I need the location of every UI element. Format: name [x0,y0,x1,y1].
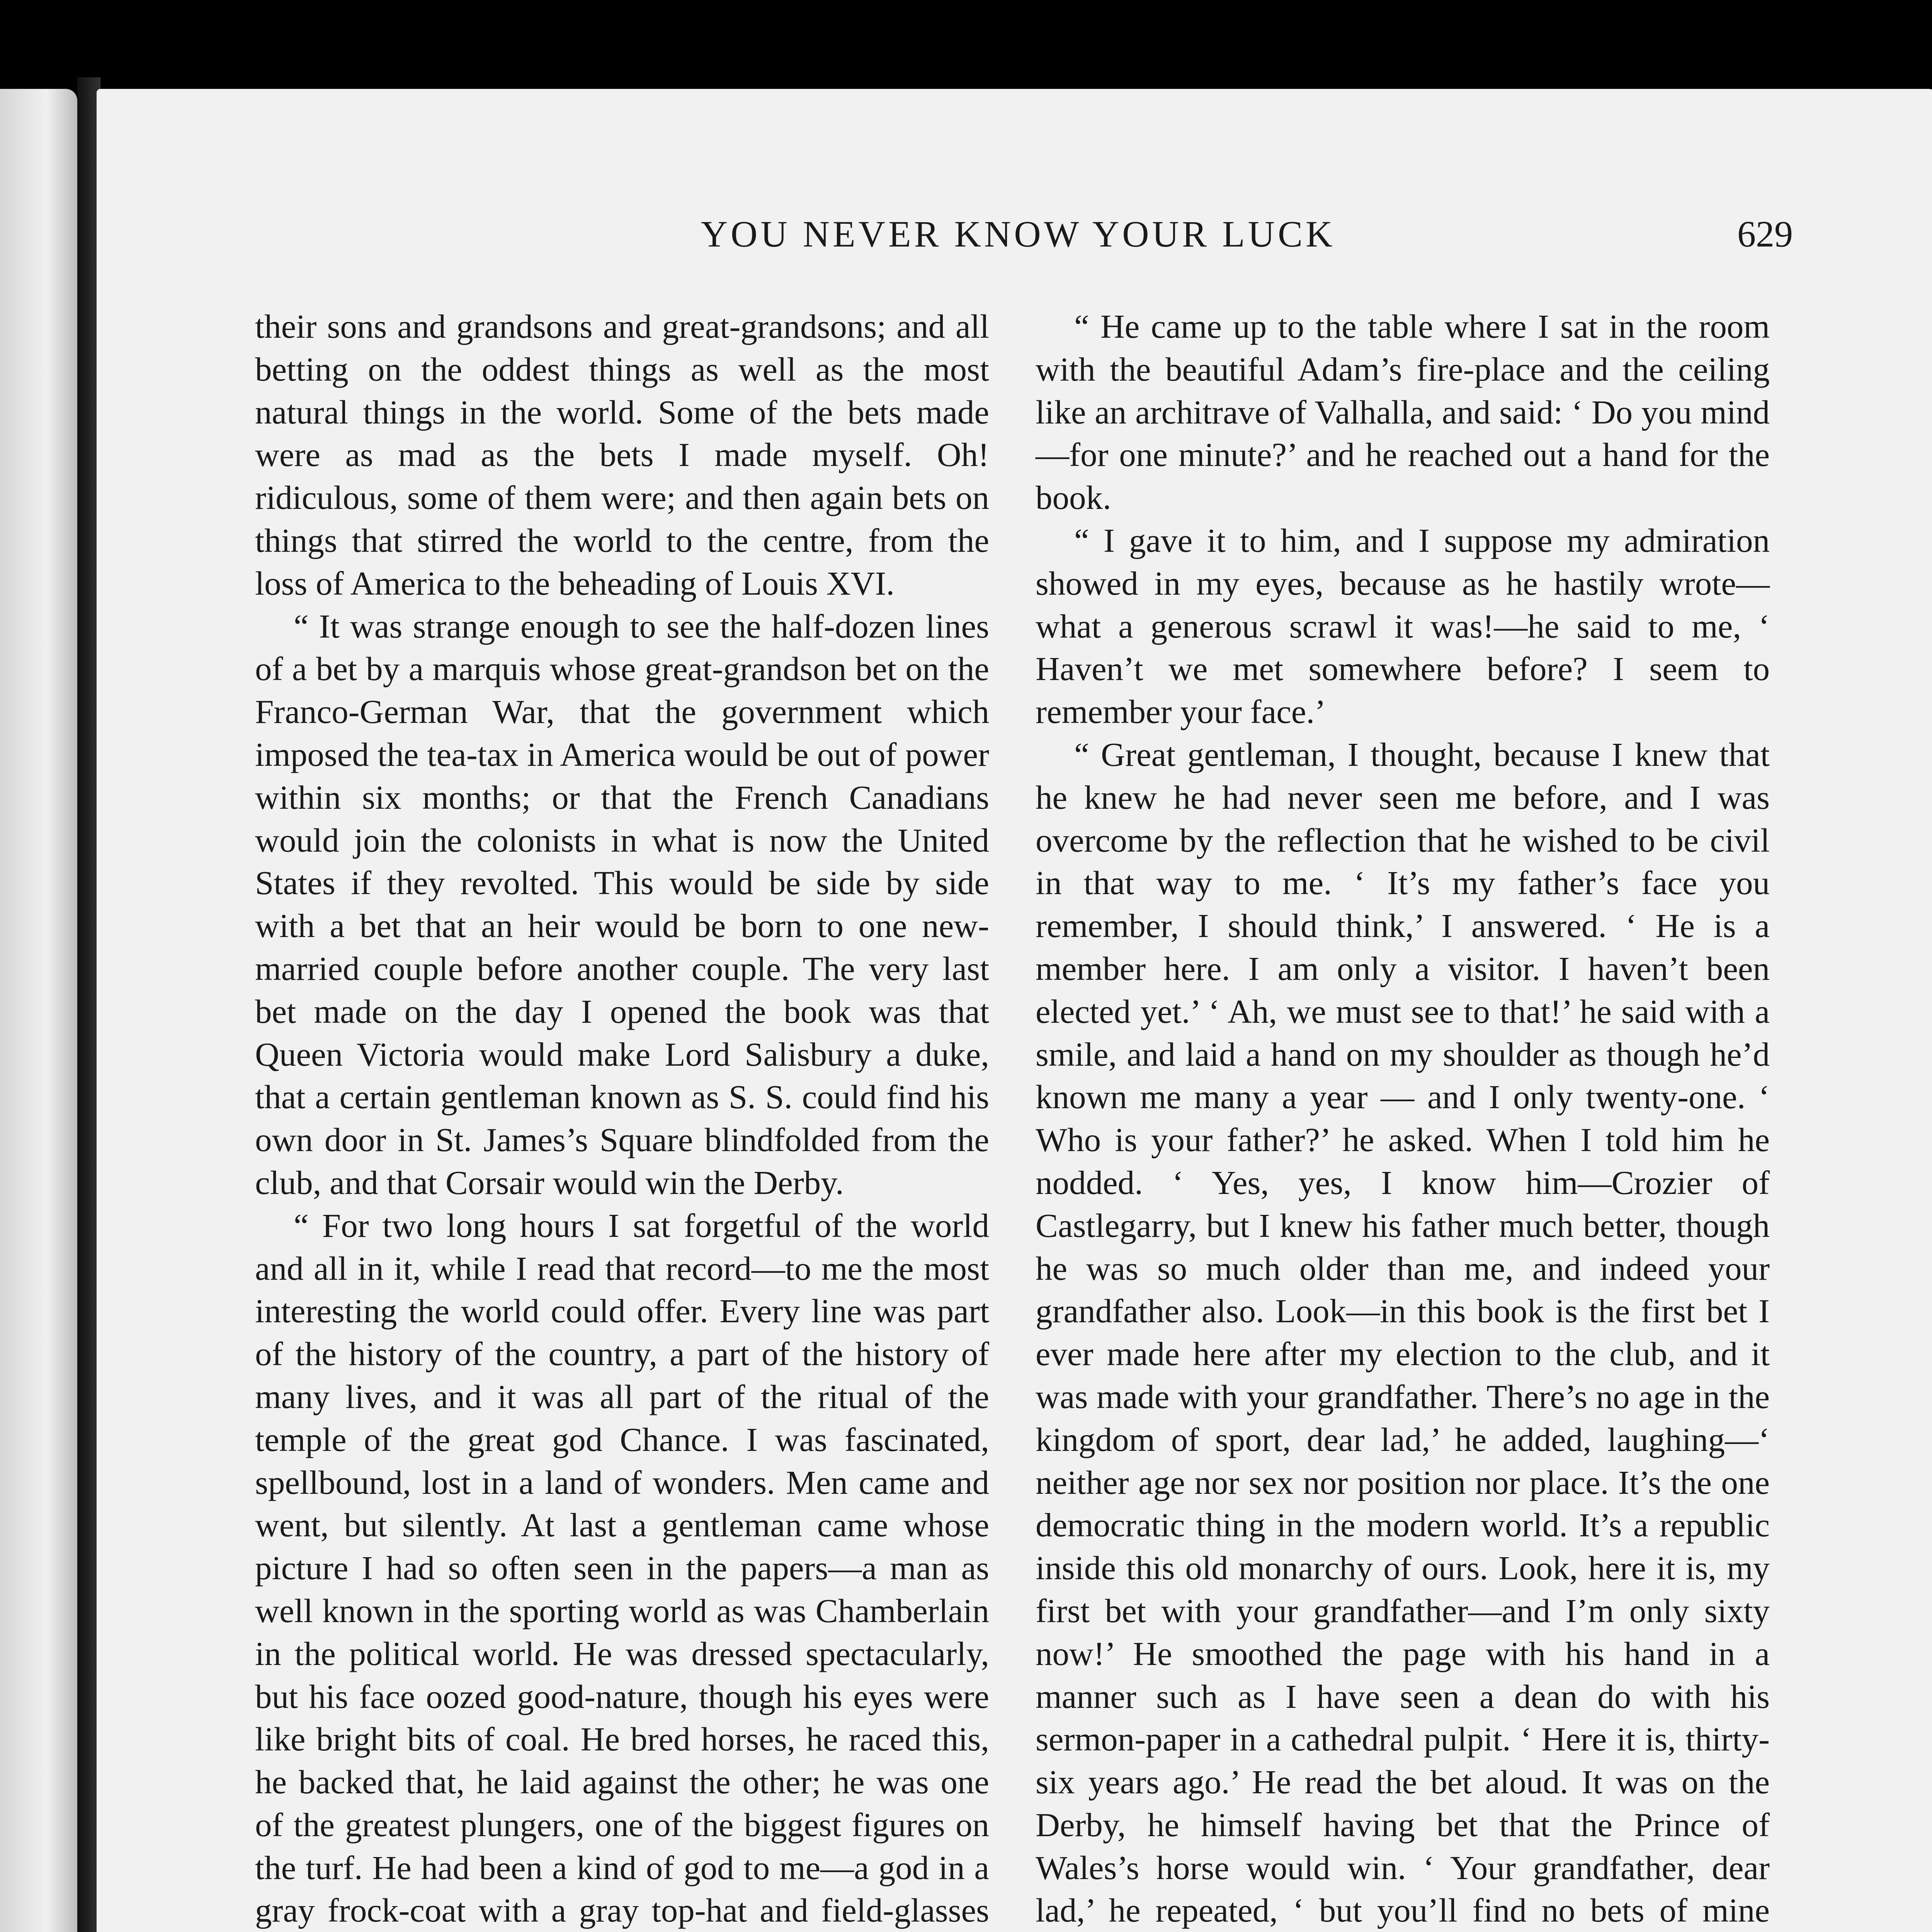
right-column [1036,305,1770,1932]
paragraph: “ For two long hours I sat forgetful of the world and all in it, while I read that record—to me the most interesting the world could offer. Every line was part of the history of the country, a part of the history of many lives, and it was all part of the ritual of the temple of the great god Chance. I was fascinated, spellbound, lost in a land of wonders. Men came and went, but silently. At last a gentleman came whose picture I had so often seen in the papers—a man as well known in the sporting world as was Chamberlain in the political world. He was dressed spectacularly, but his face oozed good-nature, though his eyes were like bright bits of coal. He bred horses, he raced this, he backed that, he laid against the other; he was one of the greatest plungers, one of the biggest figures on the turf. He had been a kind of god to me—a god in a gray frock-coat with a gray top-hat and field-glasses [255,1206,989,1929]
page-number: 629 [1737,213,1793,255]
paragraph: “ Great gentleman, I thought, because I knew that he knew he had never seen me before, and I was overcome by the reflection that he wished to be civil in that way to me. ‘ It’s my father’s face you remember, I should think,’ I answered. ‘ He is a member here. I am only a visitor. I haven’t been elected yet.’ ‘ Ah, we must see to that!’ he said with a smile, and laid a hand on my shoulder as though he’d known me many a year — and I only twenty-one. ‘ Who is your father?’ he asked. When I told him he nodded. ‘ Yes, yes, I know him—Crozier of Castlegarry, but I knew his father much better, though he was so much older than me, and indeed your grandfather also. Look—in this book is the first bet I ever made here after my election to the club, and it was made with your grandfather. There’s no age in the kingdom of sport, dear lad,’ he added, laughing—‘ neither age nor sex nor position nor place. It’s the one democratic thing in the modern world. It’s a republic inside this old monarchy of ours. Look, here it is, my first bet with your grandfather—and I’m only sixty now!’ He smoothed the page with his hand in a manner such as I have seen a dean do with his sermon-paper in a cathedral pulpit. ‘ Here it is, thirty-six years ago.’ He read the bet aloud. It was on the Derby, he himself having bet that the Prince of Wales’s horse would win. ‘ Your grandfather, dear lad,’ he repeated, ‘ but you’ll find no bets of mine [1036,735,1770,1929]
left-column [255,305,989,1932]
running-head: YOU NEVER KNOW YOUR LUCK [701,213,1336,255]
facing-page-edge [0,89,77,1932]
paragraph: their sons and grandsons and great-grandsons; and all betting on the oddest things as well as the most natural things in the world. Some of the bets made were as mad as the bets I made myself. Oh! ridiculous, some of them were; and then again bets on things that stirred the world to the centre, from the loss of America to the beheading of Louis XVI. [255,308,989,602]
book-page [97,89,1932,1932]
paragraph: “ He came up to the table where I sat in the room with the beautiful Adam’s fire-place and the ceiling like an architrave of Valhalla, and said: ‘ Do you mind—for one minute?’ and he reached out a hand for the book. [1036,308,1770,517]
paragraph: “ I gave it to him, and I suppose my admiration showed in my eyes, because as he hastily wrote—what a generous scrawl it was!—he said to me, ‘ Haven’t we met somewhere before? I seem to remember your face.’ [1036,521,1770,731]
paragraph: “ It was strange enough to see the half-dozen lines of a bet by a marquis whose great-grandson bet on the Franco-German War, that the government which imposed the tea-tax in America would be out of power within six months; or that the French Canadians would join the colonists in what is now the United States if they revolted. This would be side by side with a bet that an heir would be born to one new-married couple before another couple. The very last bet made on the day I opened the book was that Queen Victoria would make Lord Salisbury a duke, that a certain gentleman known as S. S. could find his own door in St. James’s Square blindfolded from the club, and that Corsair would win the Derby. [255,607,989,1201]
page-header [97,213,1932,267]
